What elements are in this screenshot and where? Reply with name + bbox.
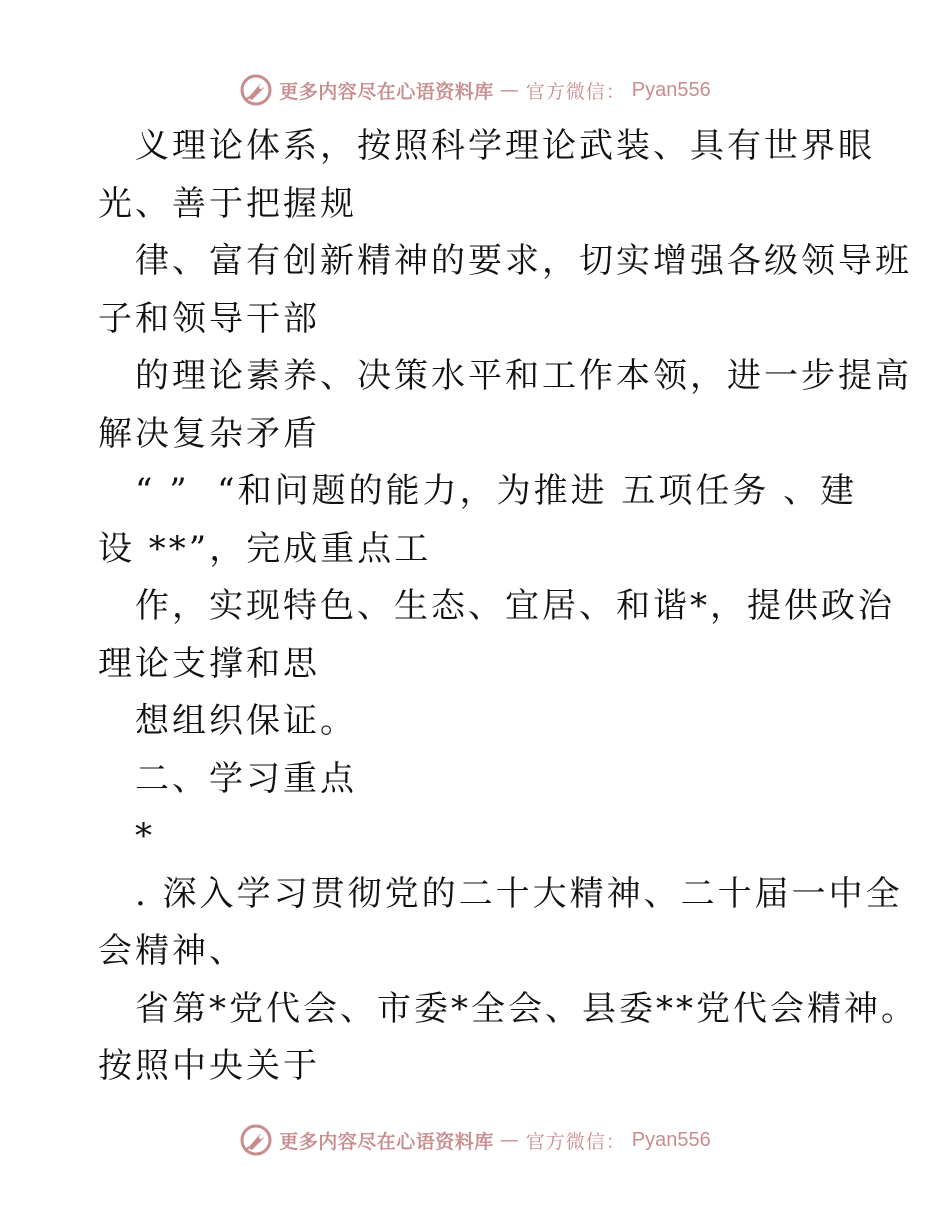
watermark-separator: —	[499, 79, 520, 101]
watermark-id: Pyan556	[631, 1128, 711, 1151]
watermark-sub: 官方微信：	[525, 1130, 626, 1153]
text-line: . 深入学习贯彻党的二十大精神、二十届一中全	[135, 873, 903, 914]
text-line: 会精神、	[98, 931, 246, 971]
watermark-text: 更多内容尽在心语资料库	[279, 1130, 494, 1153]
document-body	[98, 118, 918, 1096]
header-watermark	[0, 70, 950, 110]
watermark-id: Pyan556	[631, 78, 711, 101]
text-line: 义理论体系，按照科学理论武装、具有世界眼	[135, 126, 875, 166]
watermark-separator: —	[499, 1129, 520, 1151]
footer-watermark	[0, 1120, 950, 1160]
text-line: 解决复杂矛盾	[98, 413, 320, 454]
text-line: 省第*党代会、市委*全会、县委**党代会精神。	[135, 988, 918, 1029]
watermark-text: 更多内容尽在心语资料库	[279, 80, 494, 103]
text-line: *	[135, 816, 155, 856]
text-line: 作，实现特色、生态、宜居、和谐*，提供政治	[135, 586, 895, 626]
text-line: 的理论素养、决策水平和工作本领，进一步提高	[135, 356, 912, 396]
text-line: 光、善于把握规	[98, 183, 357, 224]
text-line: 律、富有创新精神的要求，切实增强各级领导班	[135, 241, 912, 281]
watermark-sub: 官方微信：	[525, 80, 626, 103]
text-line: 子和领导干部	[98, 298, 320, 339]
text-line: “ ” “和问题的能力，为推进 五项任务 、建	[135, 471, 858, 511]
text-line: 二、学习重点	[135, 758, 357, 799]
text-line: 设 **”，完成重点工	[98, 528, 432, 569]
pen-nib-logo-icon	[239, 1123, 273, 1157]
text-line: 想组织保证。	[135, 701, 357, 741]
pen-nib-logo-icon	[239, 73, 273, 107]
text-line: 理论支撑和思	[98, 643, 320, 684]
text-line: 按照中央关于	[98, 1046, 320, 1086]
